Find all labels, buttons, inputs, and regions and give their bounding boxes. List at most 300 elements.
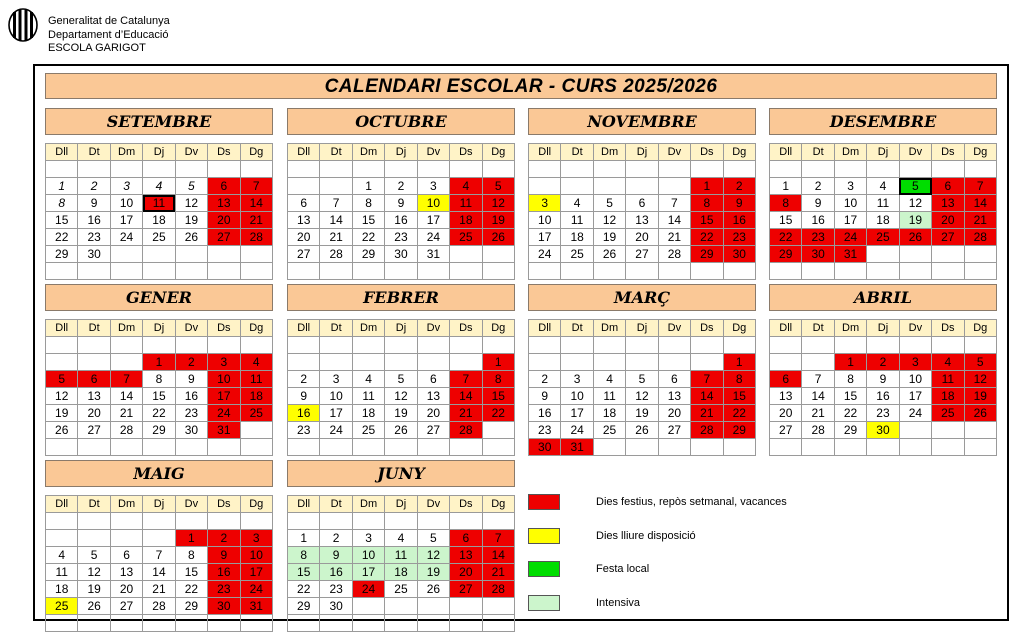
empty-cell xyxy=(78,615,110,632)
empty-cell xyxy=(450,513,482,530)
day-cell: 15 xyxy=(482,388,514,405)
day-cell: 23 xyxy=(320,581,352,598)
empty-cell xyxy=(626,354,658,371)
empty-cell xyxy=(143,615,175,632)
day-cell: 22 xyxy=(143,405,175,422)
empty-cell xyxy=(143,337,175,354)
day-cell: 27 xyxy=(110,598,142,615)
weekday-header: Dj xyxy=(143,144,175,161)
legend-label: Dies lliure disposició xyxy=(596,530,696,542)
day-cell: 6 xyxy=(417,371,449,388)
day-cell: 25 xyxy=(352,422,384,439)
day-cell: 23 xyxy=(175,405,207,422)
empty-cell xyxy=(723,161,755,178)
day-cell: 1 xyxy=(288,530,320,547)
day-cell: 1 xyxy=(834,354,866,371)
day-cell: 6 xyxy=(658,371,690,388)
day-cell: 13 xyxy=(658,388,690,405)
month-name: DESEMBRE xyxy=(769,108,997,135)
empty-cell xyxy=(593,263,625,280)
day-cell: 22 xyxy=(723,405,755,422)
day-cell: 31 xyxy=(834,246,866,263)
legend-swatch xyxy=(528,561,560,577)
weekday-header: Dll xyxy=(288,320,320,337)
empty-cell xyxy=(46,161,78,178)
empty-cell xyxy=(320,178,352,195)
institution-header xyxy=(48,15,170,56)
empty-cell xyxy=(110,337,142,354)
day-cell: 25 xyxy=(593,422,625,439)
empty-cell xyxy=(932,246,964,263)
month-febrer xyxy=(287,284,515,456)
empty-cell xyxy=(899,422,931,439)
day-cell: 27 xyxy=(626,246,658,263)
day-cell: 10 xyxy=(899,371,931,388)
day-cell: 13 xyxy=(626,212,658,229)
day-cell: 25 xyxy=(932,405,964,422)
day-cell: 27 xyxy=(770,422,802,439)
day-cell: 23 xyxy=(529,422,561,439)
header-line-2: Departament d’Educació xyxy=(48,28,169,41)
day-cell: 2 xyxy=(867,354,899,371)
empty-cell xyxy=(78,513,110,530)
empty-cell xyxy=(691,439,723,456)
weekday-header: Dv xyxy=(899,144,931,161)
empty-cell xyxy=(450,439,482,456)
empty-cell xyxy=(288,615,320,632)
day-cell: 17 xyxy=(320,405,352,422)
day-cell: 7 xyxy=(691,371,723,388)
weekday-header: Ds xyxy=(208,496,240,513)
legend-label: Dies festius, repòs setmanal, vacances xyxy=(596,496,787,508)
weekday-header: Dm xyxy=(834,320,866,337)
month-grid xyxy=(45,143,273,280)
day-cell: 14 xyxy=(450,388,482,405)
empty-cell xyxy=(208,337,240,354)
empty-cell xyxy=(175,161,207,178)
empty-cell xyxy=(240,337,272,354)
empty-cell xyxy=(417,598,449,615)
empty-cell xyxy=(208,263,240,280)
weekday-header: Dt xyxy=(561,144,593,161)
day-cell: 2 xyxy=(723,178,755,195)
day-cell: 9 xyxy=(175,371,207,388)
day-cell: 7 xyxy=(964,178,996,195)
day-cell: 23 xyxy=(867,405,899,422)
month-grid xyxy=(769,319,997,456)
day-cell: 17 xyxy=(240,564,272,581)
day-cell: 2 xyxy=(385,178,417,195)
day-cell: 2 xyxy=(529,371,561,388)
empty-cell xyxy=(143,246,175,263)
day-cell: 28 xyxy=(691,422,723,439)
empty-cell xyxy=(385,337,417,354)
empty-cell xyxy=(320,263,352,280)
day-cell: 28 xyxy=(110,422,142,439)
day-cell: 15 xyxy=(288,564,320,581)
empty-cell xyxy=(482,615,514,632)
empty-cell xyxy=(240,439,272,456)
empty-cell xyxy=(867,246,899,263)
day-cell: 26 xyxy=(417,581,449,598)
day-cell: 5 xyxy=(964,354,996,371)
day-cell: 11 xyxy=(143,195,175,212)
weekday-header: Ds xyxy=(932,320,964,337)
day-cell: 3 xyxy=(240,530,272,547)
day-cell: 18 xyxy=(46,581,78,598)
empty-cell xyxy=(143,513,175,530)
weekday-header: Ds xyxy=(932,144,964,161)
weekday-header: Dt xyxy=(78,320,110,337)
day-cell: 2 xyxy=(175,354,207,371)
empty-cell xyxy=(143,530,175,547)
month-name: NOVEMBRE xyxy=(528,108,756,135)
legend-swatch xyxy=(528,494,560,510)
day-cell: 19 xyxy=(964,388,996,405)
day-cell: 3 xyxy=(834,178,866,195)
day-cell: 19 xyxy=(175,212,207,229)
day-cell: 19 xyxy=(417,564,449,581)
empty-cell xyxy=(932,263,964,280)
day-cell: 8 xyxy=(723,371,755,388)
day-cell: 18 xyxy=(450,212,482,229)
day-cell: 13 xyxy=(770,388,802,405)
day-cell: 2 xyxy=(288,371,320,388)
day-cell: 15 xyxy=(46,212,78,229)
weekday-header: Dj xyxy=(143,496,175,513)
month-grid xyxy=(287,143,515,280)
day-cell: 14 xyxy=(802,388,834,405)
day-cell: 15 xyxy=(834,388,866,405)
day-cell: 7 xyxy=(658,195,690,212)
weekday-header: Dv xyxy=(175,496,207,513)
empty-cell xyxy=(529,263,561,280)
empty-cell xyxy=(385,161,417,178)
day-cell: 15 xyxy=(723,388,755,405)
day-cell: 9 xyxy=(867,371,899,388)
empty-cell xyxy=(417,337,449,354)
weekday-header: Dm xyxy=(352,320,384,337)
day-cell: 29 xyxy=(288,598,320,615)
day-cell: 14 xyxy=(240,195,272,212)
day-cell: 20 xyxy=(658,405,690,422)
weekday-header: Dll xyxy=(770,320,802,337)
day-cell: 24 xyxy=(320,422,352,439)
day-cell: 11 xyxy=(385,547,417,564)
empty-cell xyxy=(450,246,482,263)
day-cell: 17 xyxy=(834,212,866,229)
day-cell: 11 xyxy=(240,371,272,388)
day-cell: 10 xyxy=(352,547,384,564)
empty-cell xyxy=(450,263,482,280)
day-cell: 22 xyxy=(691,229,723,246)
day-cell: 12 xyxy=(417,547,449,564)
day-cell: 12 xyxy=(593,212,625,229)
day-cell: 30 xyxy=(175,422,207,439)
day-cell: 30 xyxy=(529,439,561,456)
empty-cell xyxy=(593,178,625,195)
empty-cell xyxy=(964,337,996,354)
day-cell: 24 xyxy=(834,229,866,246)
day-cell: 26 xyxy=(593,246,625,263)
day-cell: 27 xyxy=(450,581,482,598)
empty-cell xyxy=(78,263,110,280)
day-cell: 4 xyxy=(352,371,384,388)
day-cell: 14 xyxy=(658,212,690,229)
empty-cell xyxy=(561,337,593,354)
day-cell: 11 xyxy=(561,212,593,229)
empty-cell xyxy=(723,263,755,280)
day-cell: 4 xyxy=(867,178,899,195)
day-cell: 7 xyxy=(802,371,834,388)
day-cell: 31 xyxy=(208,422,240,439)
weekday-header: Ds xyxy=(450,320,482,337)
day-cell: 28 xyxy=(658,246,690,263)
day-cell: 3 xyxy=(352,530,384,547)
day-cell: 3 xyxy=(208,354,240,371)
empty-cell xyxy=(288,178,320,195)
day-cell: 12 xyxy=(626,388,658,405)
empty-cell xyxy=(78,354,110,371)
empty-cell xyxy=(175,337,207,354)
day-cell: 21 xyxy=(320,229,352,246)
day-cell: 18 xyxy=(561,229,593,246)
empty-cell xyxy=(46,337,78,354)
day-cell: 9 xyxy=(385,195,417,212)
day-cell: 26 xyxy=(482,229,514,246)
day-cell: 18 xyxy=(240,388,272,405)
day-cell: 22 xyxy=(46,229,78,246)
empty-cell xyxy=(320,354,352,371)
day-cell: 2 xyxy=(78,178,110,195)
weekday-header: Dt xyxy=(320,144,352,161)
empty-cell xyxy=(240,246,272,263)
day-cell: 3 xyxy=(561,371,593,388)
weekday-header: Dv xyxy=(417,144,449,161)
day-cell: 19 xyxy=(899,212,931,229)
day-cell: 23 xyxy=(802,229,834,246)
empty-cell xyxy=(723,337,755,354)
day-cell: 25 xyxy=(46,598,78,615)
empty-cell xyxy=(593,354,625,371)
empty-cell xyxy=(529,354,561,371)
empty-cell xyxy=(899,263,931,280)
day-cell: 26 xyxy=(626,422,658,439)
day-cell: 19 xyxy=(385,405,417,422)
empty-cell xyxy=(288,439,320,456)
day-cell: 6 xyxy=(450,530,482,547)
weekday-header: Dt xyxy=(561,320,593,337)
day-cell: 16 xyxy=(288,405,320,422)
day-cell: 5 xyxy=(593,195,625,212)
empty-cell xyxy=(482,513,514,530)
month-novembre xyxy=(528,108,756,280)
day-cell: 13 xyxy=(932,195,964,212)
weekday-header: Dll xyxy=(46,496,78,513)
empty-cell xyxy=(834,161,866,178)
day-cell: 20 xyxy=(417,405,449,422)
day-cell: 30 xyxy=(78,246,110,263)
empty-cell xyxy=(802,439,834,456)
empty-cell xyxy=(240,615,272,632)
empty-cell xyxy=(834,263,866,280)
empty-cell xyxy=(352,354,384,371)
day-cell: 19 xyxy=(626,405,658,422)
day-cell: 9 xyxy=(529,388,561,405)
empty-cell xyxy=(529,161,561,178)
empty-cell xyxy=(352,337,384,354)
day-cell: 14 xyxy=(482,547,514,564)
empty-cell xyxy=(691,263,723,280)
weekday-header: Ds xyxy=(450,496,482,513)
day-cell: 21 xyxy=(964,212,996,229)
empty-cell xyxy=(964,161,996,178)
empty-cell xyxy=(593,439,625,456)
weekday-header: Dm xyxy=(110,496,142,513)
weekday-header: Dm xyxy=(352,144,384,161)
empty-cell xyxy=(417,439,449,456)
day-cell: 31 xyxy=(561,439,593,456)
day-cell: 15 xyxy=(352,212,384,229)
day-cell: 8 xyxy=(288,547,320,564)
day-cell: 29 xyxy=(691,246,723,263)
day-cell: 12 xyxy=(78,564,110,581)
day-cell: 20 xyxy=(626,229,658,246)
empty-cell xyxy=(417,513,449,530)
day-cell: 9 xyxy=(78,195,110,212)
day-cell: 17 xyxy=(561,405,593,422)
day-cell: 13 xyxy=(450,547,482,564)
empty-cell xyxy=(626,161,658,178)
day-cell: 1 xyxy=(723,354,755,371)
empty-cell xyxy=(450,161,482,178)
empty-cell xyxy=(320,161,352,178)
day-cell: 23 xyxy=(723,229,755,246)
day-cell: 18 xyxy=(867,212,899,229)
month-desembre xyxy=(769,108,997,280)
weekday-header: Ds xyxy=(208,320,240,337)
day-cell: 1 xyxy=(352,178,384,195)
day-cell: 26 xyxy=(385,422,417,439)
weekday-header: Dm xyxy=(110,320,142,337)
day-cell: 8 xyxy=(46,195,78,212)
empty-cell xyxy=(561,161,593,178)
day-cell: 4 xyxy=(143,178,175,195)
day-cell: 10 xyxy=(834,195,866,212)
empty-cell xyxy=(385,598,417,615)
day-cell: 17 xyxy=(529,229,561,246)
day-cell: 7 xyxy=(240,178,272,195)
day-cell: 7 xyxy=(110,371,142,388)
day-cell: 31 xyxy=(417,246,449,263)
legend-swatch xyxy=(528,528,560,544)
day-cell: 21 xyxy=(691,405,723,422)
day-cell: 12 xyxy=(964,371,996,388)
empty-cell xyxy=(175,513,207,530)
empty-cell xyxy=(352,513,384,530)
weekday-header: Dj xyxy=(143,320,175,337)
day-cell: 28 xyxy=(240,229,272,246)
weekday-header: Dg xyxy=(482,320,514,337)
empty-cell xyxy=(110,513,142,530)
empty-cell xyxy=(110,161,142,178)
day-cell: 9 xyxy=(320,547,352,564)
weekday-header: Dt xyxy=(320,496,352,513)
weekday-header: Dm xyxy=(352,496,384,513)
day-cell: 28 xyxy=(964,229,996,246)
day-cell: 18 xyxy=(932,388,964,405)
empty-cell xyxy=(110,246,142,263)
day-cell: 7 xyxy=(320,195,352,212)
day-cell: 22 xyxy=(482,405,514,422)
weekday-header: Dm xyxy=(110,144,142,161)
empty-cell xyxy=(770,439,802,456)
weekday-header: Dll xyxy=(529,144,561,161)
empty-cell xyxy=(482,422,514,439)
day-cell: 20 xyxy=(450,564,482,581)
day-cell: 6 xyxy=(932,178,964,195)
legend-label: Festa local xyxy=(596,563,650,575)
day-cell: 27 xyxy=(78,422,110,439)
empty-cell xyxy=(529,178,561,195)
empty-cell xyxy=(482,598,514,615)
month-name: GENER xyxy=(45,284,273,311)
day-cell: 16 xyxy=(208,564,240,581)
empty-cell xyxy=(110,439,142,456)
month-maig xyxy=(45,460,273,632)
empty-cell xyxy=(964,439,996,456)
day-cell: 12 xyxy=(385,388,417,405)
day-cell: 28 xyxy=(482,581,514,598)
day-cell: 19 xyxy=(46,405,78,422)
empty-cell xyxy=(385,354,417,371)
month-name: MARÇ xyxy=(528,284,756,311)
month-name: FEBRER xyxy=(287,284,515,311)
empty-cell xyxy=(867,263,899,280)
empty-cell xyxy=(658,263,690,280)
day-cell: 24 xyxy=(529,246,561,263)
day-cell: 15 xyxy=(175,564,207,581)
empty-cell xyxy=(899,439,931,456)
empty-cell xyxy=(352,161,384,178)
header-line-1: Generalitat de Catalunya xyxy=(48,15,170,27)
day-cell: 22 xyxy=(834,405,866,422)
day-cell: 21 xyxy=(482,564,514,581)
empty-cell xyxy=(110,530,142,547)
empty-cell xyxy=(834,337,866,354)
day-cell: 16 xyxy=(529,405,561,422)
empty-cell xyxy=(110,263,142,280)
day-cell: 24 xyxy=(561,422,593,439)
weekday-header: Dv xyxy=(899,320,931,337)
empty-cell xyxy=(626,263,658,280)
day-cell: 7 xyxy=(143,547,175,564)
weekday-header: Dj xyxy=(626,320,658,337)
day-cell: 1 xyxy=(482,354,514,371)
empty-cell xyxy=(932,422,964,439)
day-cell: 14 xyxy=(110,388,142,405)
empty-cell xyxy=(450,598,482,615)
legend-label: Intensiva xyxy=(596,597,641,609)
month-grid xyxy=(45,319,273,456)
empty-cell xyxy=(802,337,834,354)
day-cell: 7 xyxy=(450,371,482,388)
empty-cell xyxy=(46,615,78,632)
month-abril xyxy=(769,284,997,456)
day-cell: 8 xyxy=(352,195,384,212)
day-cell: 14 xyxy=(320,212,352,229)
weekday-header: Dll xyxy=(46,320,78,337)
